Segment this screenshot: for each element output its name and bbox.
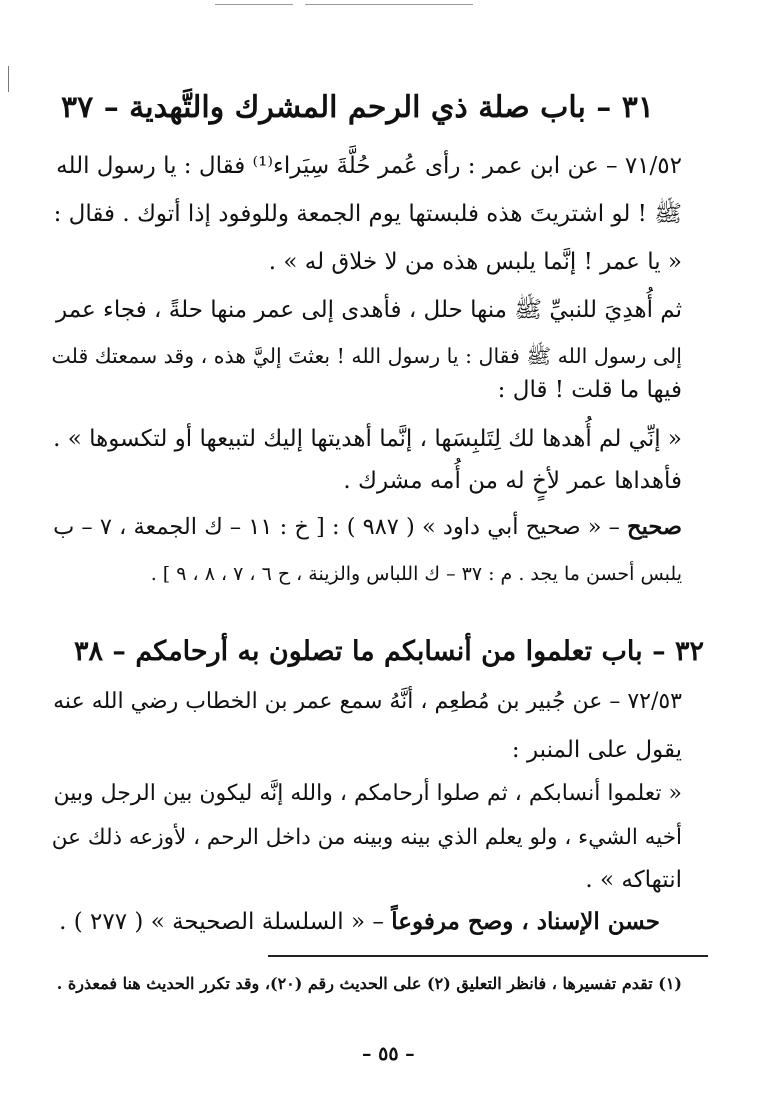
hadith-line: فيها ما قلت ! قال : [497,377,682,403]
hadith-line: انتهاكه » . [585,867,682,893]
grading-source: – « صحيح أبي داود » ( ٩٨٧ ) : [ خ : ١١ – ك الجمعة ، ٧ – ب [53,514,628,540]
grading-line [53,511,682,543]
hadith-line: ثم أُهدِيَ للنبيِّ ﷺ منها حلل ، فأهدى إلى عمر منها حلةً ، فجاء عمر [56,297,682,323]
section-heading: ٣١ – باب صلة ذي الرحم المشرك والتَّهدية – ٣٧ [61,90,654,125]
page-number: – ٥٥ – [362,1043,415,1065]
hadith-line: ﷺ ! لو اشتريتَ هذه فلبستها يوم الجمعة وللوفود إذا أتوك . فقال : [53,201,682,227]
hadith-line: ٧١/٥٢ – عن ابن عمر : رأى عُمر حُلَّةَ سِيَراء⁽¹⁾ فقال : يا رسول الله [56,153,682,179]
top-rule [305,4,473,5]
grading-label: صحيح [627,514,682,540]
top-rule [215,4,293,5]
hadith-line: إلى رسول الله ﷺ فقال : يا رسول الله ! بعثتَ إليَّ هذه ، وقد سمعتك قلت [51,344,682,368]
hadith-line: يقول على المنبر : [511,737,682,763]
hadith-line: « تعلموا أنسابكم ، ثم صلوا أرحامكم ، والله إنَّه ليكون بين الرجل وبين [53,781,682,806]
margin-mark [8,66,9,92]
section-heading: ٣٢ – باب تعلموا من أنسابكم ما تصلون به أرحامكم – ٣٨ [74,636,704,667]
grading-source: – « السلسلة الصحيحة » ( ٢٧٧ ) . [59,909,392,935]
hadith-line: فأهداها عمر لأخٍ له من أُمه مشرك . [343,468,682,494]
grading-line: يلبس أحسن ما يجد . م : ٣٧ – ك اللباس والزينة ، ح ٦ ، ٧ ، ٨ ، ٩ ] . [150,563,682,585]
grading-label: حسن الإسناد ، وصح مرفوعاً [391,908,660,935]
hadith-line: « يا عمر ! إنَّما يلبس هذه من لا خلاق له » . [268,249,682,275]
hadith-line: أخيه الشيء ، ولو يعلم الذي بينه وبينه من داخل الرحم ، لأوزعه ذلك عن [51,825,682,850]
hadith-line: « إنِّي لم أُهدها لك لِتَلبِسَها ، إنَّما أهديتها إليك لتبيعها أو لتكسوها » . [53,426,682,452]
footnote: (١) تقدم تفسيرها ، فانظر التعليق (٢) على الحديث رقم (٢٠)، وقد تكرر الحديث هنا فمعذرة . [56,974,682,993]
footnote-rule [268,955,708,957]
hadith-line: ٧٢/٥٣ – عن جُبير بن مُطعِم ، أنَّهُ سمع عمر بن الخطاب رضي الله عنه [53,689,682,714]
grading-line [59,906,660,938]
